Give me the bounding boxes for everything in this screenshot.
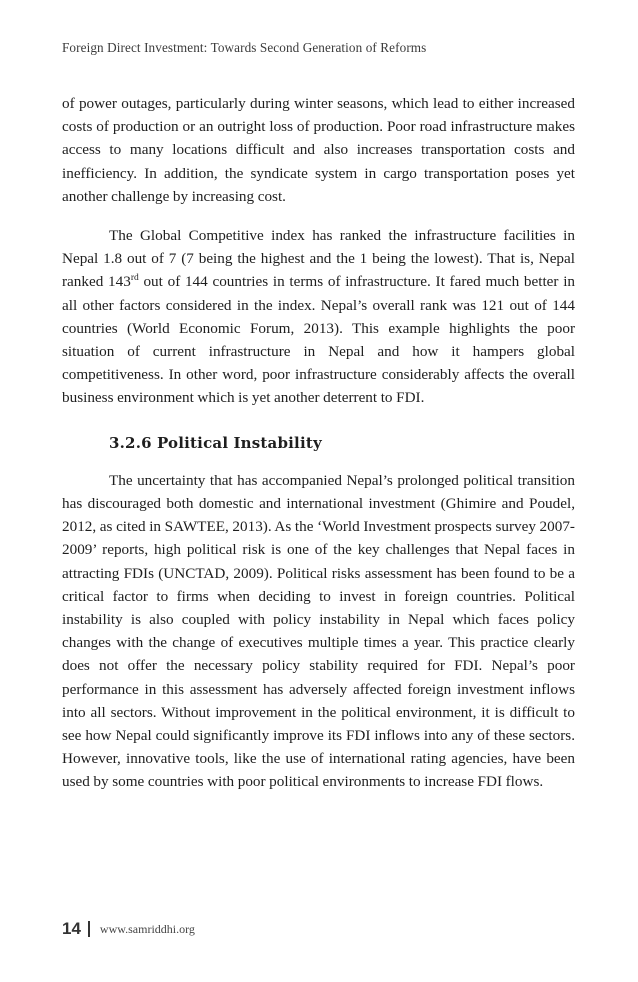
paragraph-spacer [62,208,575,224]
body-text [62,92,575,794]
footer-divider [88,921,90,937]
section-heading: 3.2.6 Political Instability [109,433,322,452]
paragraph-text: out of 144 countries in terms of infrastructure. It fared much better in all other factors considered in the index. Nepal’s overall rank was 121 out of 144 countries (World Economic Forum, 2013). This example highlights the poor situation of current infrastructure in Nepal and how it hampers global competitiveness. In other word, poor infrastructure considerably affects the overall business environment which is yet another deterrent to FDI. [62,273,576,407]
paragraph-power-outages: of power outages, particularly during winter seasons, which lead to either increased costs of production or an outright loss of production. Poor road infrastructure makes access to many locations difficult and also increases transportation costs and inefficiency. In addition, the syndicate system in cargo transportation poses yet another challenge by increasing cost. [62,95,575,205]
ordinal-superscript: rd [130,273,139,284]
paragraph-political-instability: The uncertainty that has accompanied Nepal’s prolonged political transition has discouraged both domestic and international investment (Ghimire and Poudel, 2012, as cited in SAWTEE, 2013). As the ‘World Investment prospects survey 2007-2009’ reports, high political risk is one of the key challenges that Nepal faces in attracting FDIs (UNCTAD, 2009). Political risks assessment has been found to be a critical factor to firms when deciding to invest in foreign countries. Political instability is also coupled with policy instability in Nepal which faces policy changes with the change of executives multiple times a year. This practice clearly does not offer the necessary policy stability required for FDI. Nepal’s poor performance in this assessment has adversely affected foreign investment inflows into all sectors. Without improvement in the political environment, it is difficult to see how Nepal could significantly improve its FDI inflows into any of these sectors. However, innovative tools, like the use of international rating agencies, have been used by some countries with poor political environments to increase FDI flows. [62,471,575,791]
page-number: 14 [62,919,81,938]
footer-website-link[interactable]: www.samriddhi.org [99,921,195,936]
page-footer [62,917,195,941]
running-header: Foreign Direct Investment: Towards Second Generation of Reforms [62,40,427,55]
paragraph-text: The Global Competitive index has ranked the infrastructure facilities in Nepal 1.8 out of 7 (7 being the highest and the 1 being the lowest). That is, Nepal ranked 143 [62,227,575,291]
paragraph-global-competitive-index [62,224,575,410]
